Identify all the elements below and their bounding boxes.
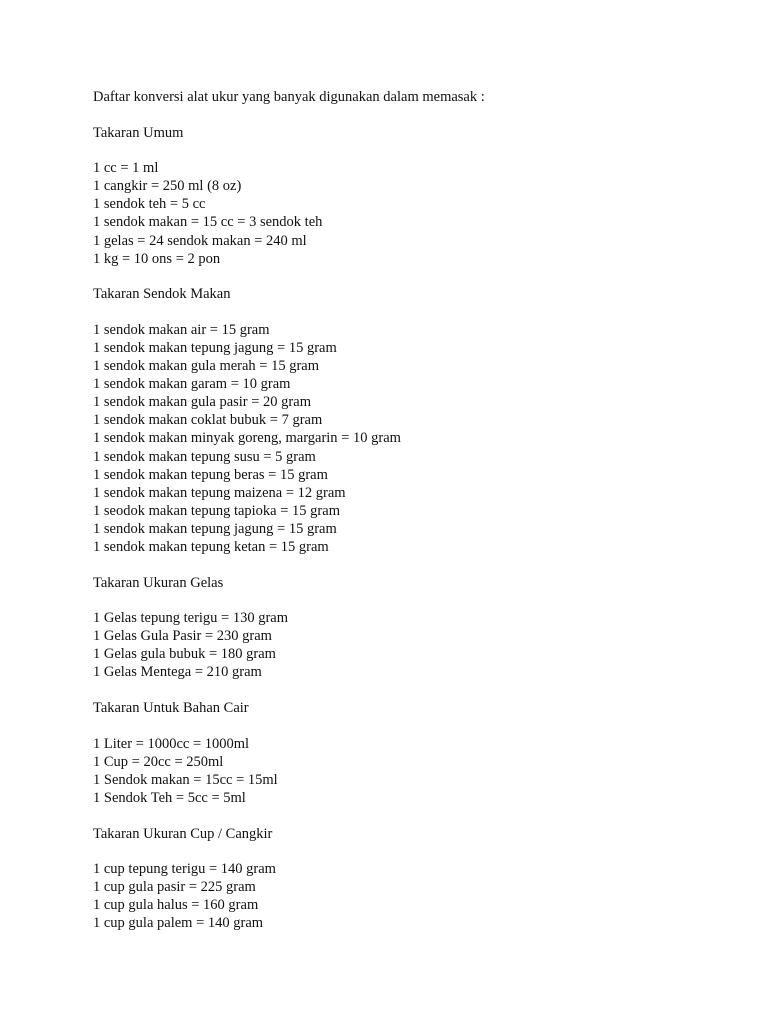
- spacer: [93, 106, 733, 124]
- conversion-item: 1 Gelas Gula Pasir = 230 gram: [93, 628, 272, 645]
- conversion-item: 1 Cup = 20cc = 250ml: [93, 753, 224, 770]
- section-heading: Takaran Ukuran Gelas: [93, 574, 224, 591]
- conversion-item: 1 cangkir = 250 ml (8 oz): [93, 178, 242, 195]
- document-body: [93, 88, 733, 932]
- conversion-item: 1 cup gula pasir = 225 gram: [93, 879, 256, 896]
- spacer: [93, 142, 733, 160]
- section-takaran-umum: [93, 124, 733, 268]
- section-takaran-ukuran-cup: [93, 825, 733, 933]
- conversion-item: 1 Liter = 1000cc = 1000ml: [93, 735, 250, 752]
- conversion-item: 1 Gelas gula bubuk = 180 gram: [93, 646, 276, 663]
- spacer: [93, 592, 733, 610]
- conversion-item: 1 Sendok Teh = 5cc = 5ml: [93, 789, 246, 806]
- conversion-item: 1 cup gula halus = 160 gram: [93, 897, 259, 914]
- spacer: [93, 807, 733, 825]
- spacer: [93, 303, 733, 321]
- spacer: [93, 682, 733, 700]
- conversion-item: 1 sendok makan gula merah = 15 gram: [93, 358, 320, 375]
- section-heading: Takaran Umum: [93, 124, 184, 141]
- conversion-item: 1 sendok makan tepung maizena = 12 gram: [93, 484, 346, 501]
- conversion-item: 1 sendok makan gula pasir = 20 gram: [93, 394, 311, 411]
- conversion-item: 1 Gelas tepung terigu = 130 gram: [93, 610, 289, 627]
- conversion-item: 1 sendok makan tepung beras = 15 gram: [93, 466, 328, 483]
- conversion-item: 1 sendok teh = 5 cc: [93, 196, 206, 213]
- conversion-item: 1 Sendok makan = 15cc = 15ml: [93, 771, 278, 788]
- conversion-item: 1 sendok makan = 15 cc = 3 sendok teh: [93, 214, 323, 231]
- conversion-item: 1 cc = 1 ml: [93, 160, 159, 177]
- conversion-item: 1 kg = 10 ons = 2 pon: [93, 250, 221, 267]
- conversion-item: 1 Gelas Mentega = 210 gram: [93, 664, 262, 681]
- section-heading: Takaran Sendok Makan: [93, 286, 231, 303]
- conversion-item: 1 sendok makan air = 15 gram: [93, 321, 270, 338]
- conversion-item: 1 sendok makan tepung susu = 5 gram: [93, 448, 316, 465]
- spacer: [93, 268, 733, 286]
- conversion-item: 1 sendok makan garam = 10 gram: [93, 376, 291, 393]
- section-takaran-sendok-makan: [93, 285, 733, 556]
- spacer: [93, 556, 733, 574]
- conversion-item: 1 sendok makan tepung jagung = 15 gram: [93, 520, 337, 537]
- conversion-item: 1 seodok makan tepung tapioka = 15 gram: [93, 502, 340, 519]
- spacer: [93, 717, 733, 735]
- section-takaran-ukuran-gelas: [93, 574, 733, 682]
- conversion-item: 1 gelas = 24 sendok makan = 240 ml: [93, 232, 307, 249]
- conversion-item: 1 cup gula palem = 140 gram: [93, 915, 264, 932]
- section-heading: Takaran Untuk Bahan Cair: [93, 700, 249, 717]
- spacer: [93, 843, 733, 861]
- section-takaran-bahan-cair: [93, 699, 733, 807]
- conversion-item: 1 cup tepung terigu = 140 gram: [93, 861, 276, 878]
- conversion-item: 1 sendok makan minyak goreng, margarin = 10 gram: [93, 430, 401, 447]
- conversion-item: 1 sendok makan tepung jagung = 15 gram: [93, 339, 337, 356]
- conversion-item: 1 sendok makan tepung ketan = 15 gram: [93, 538, 329, 555]
- conversion-item: 1 sendok makan coklat bubuk = 7 gram: [93, 412, 323, 429]
- intro-text: Daftar konversi alat ukur yang banyak digunakan dalam memasak :: [93, 89, 485, 105]
- section-heading: Takaran Ukuran Cup / Cangkir: [93, 825, 273, 842]
